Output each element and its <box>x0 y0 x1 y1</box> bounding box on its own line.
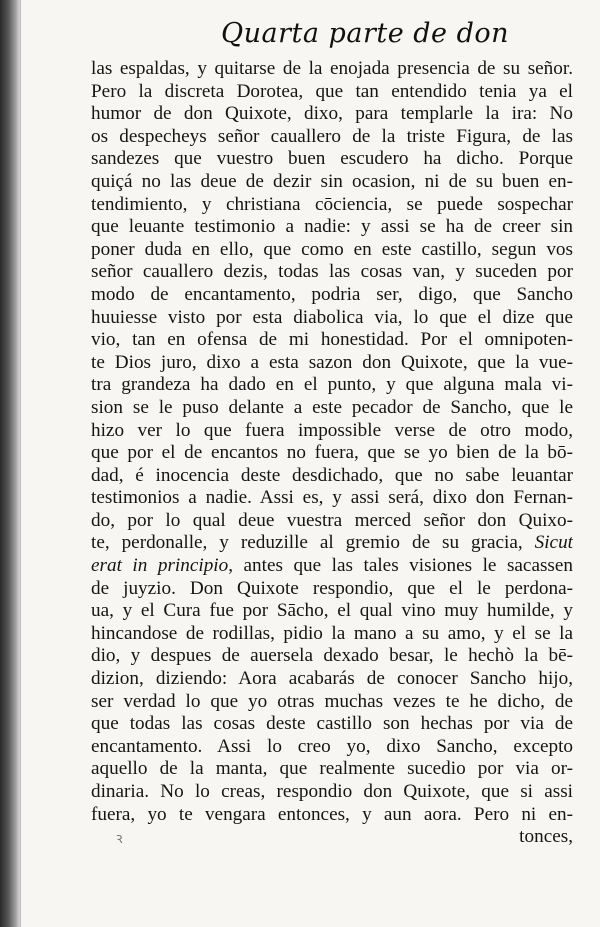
text-line: fuera, yo te vengara entonces, y aun aora. Pero ni en- <box>91 803 573 825</box>
text-line: Pero la discreta Dorotea, que tan entendido tenia ya el <box>91 80 573 102</box>
text-line: sandezes que vuestro buen escudero ha dicho. Porque <box>91 148 573 170</box>
text-line: testimonios a nadie. Assi es, y assi será, dixo don Fernan- <box>91 487 573 509</box>
text-line: tendimiento, y christiana cōciencia, se puede sospechar <box>91 193 573 215</box>
text-line: ua, y el Cura fue por Sācho, el qual vino muy humilde, y <box>91 600 573 622</box>
text-line: dizion, diziendo: Aora acabarás de conocer Sancho hijo, <box>91 668 573 690</box>
text-line: tra grandeza ha dado en el punto, y que alguna mala vi- <box>91 374 573 396</box>
text-line: hizo ver lo que fuera impossible verse de otro modo, <box>91 419 573 441</box>
text-line: te Dios juro, dixo a esta sazon don Quixote, que la vue- <box>91 351 573 373</box>
book-spine-shadow <box>0 0 20 927</box>
text-line: dad, é inocencia deste desdichado, que no sabe leuantar <box>91 464 573 486</box>
text-line: dio, y despues de auersela dexado besar, le hechò la bē- <box>91 645 573 667</box>
text-line: erat in principio, antes que las tales visiones le sacassen <box>91 555 573 577</box>
text-line: hincandose de rodillas, pidio la mano a su amo, y el se la <box>91 622 573 644</box>
signature-mark: Ꝛ <box>116 833 125 846</box>
text-line: os despecheys señor cauallero de la triste Figura, de las <box>91 125 573 147</box>
text-line: que leuante testimonio a nadie: y assi se ha de creer sin <box>91 216 573 238</box>
text-line: huuiesse visto por esta diabolica via, lo que el dize que <box>91 306 573 328</box>
text-line: sion se le puso delante a este pecador de Sancho, que le <box>91 396 573 418</box>
text-line: humor de don Quixote, dixo, para templarle la ira: No <box>91 103 573 125</box>
text-line: te, perdonalle, y reduzille al gremio de su gracia, Sicut <box>91 532 573 554</box>
text-line: que todas las cosas deste castillo son hechas por via de <box>91 713 573 735</box>
text-line: encantamento. Assi lo creo yo, dixo Sancho, excepto <box>91 735 573 757</box>
text-line: do, por lo qual deue vuestra merced señor don Quixo- <box>91 509 573 531</box>
text-line: ser verdad lo que yo otras muchas vezes te he dicho, de <box>91 690 573 712</box>
text-line: aquello de la manta, que realmente sucedio por via or- <box>91 758 573 780</box>
text-line: poner duda en ello, que como en este castillo, segun vos <box>91 238 573 260</box>
text-line: modo de encantamento, podria ser, digo, que Sancho <box>91 283 573 305</box>
text-line: dinaria. No lo creas, respondio don Quixote, que si assi <box>91 781 573 802</box>
text-line: que por el de encantos no fuera, que se yo bien de la bō- <box>91 442 573 464</box>
running-title: Quarta parte de don <box>221 18 510 49</box>
text-line: señor cauallero dezis, todas las cosas van, y suceden por <box>91 261 573 283</box>
text-line: quiçá no las deue de dezir sin ocasion, ni de su buen en- <box>91 170 573 192</box>
text-line: tonces, <box>519 826 573 848</box>
text-line: vio, tan en ofensa de mi honestidad. Por el omnipoten- <box>91 329 573 351</box>
page-body-text <box>91 58 573 849</box>
text-line: de juyzio. Don Quixote respondio, que el le perdona- <box>91 577 573 599</box>
book-page <box>20 0 600 927</box>
text-line: las espaldas, y quitarse de la enojada presencia de su señor. <box>91 58 573 79</box>
